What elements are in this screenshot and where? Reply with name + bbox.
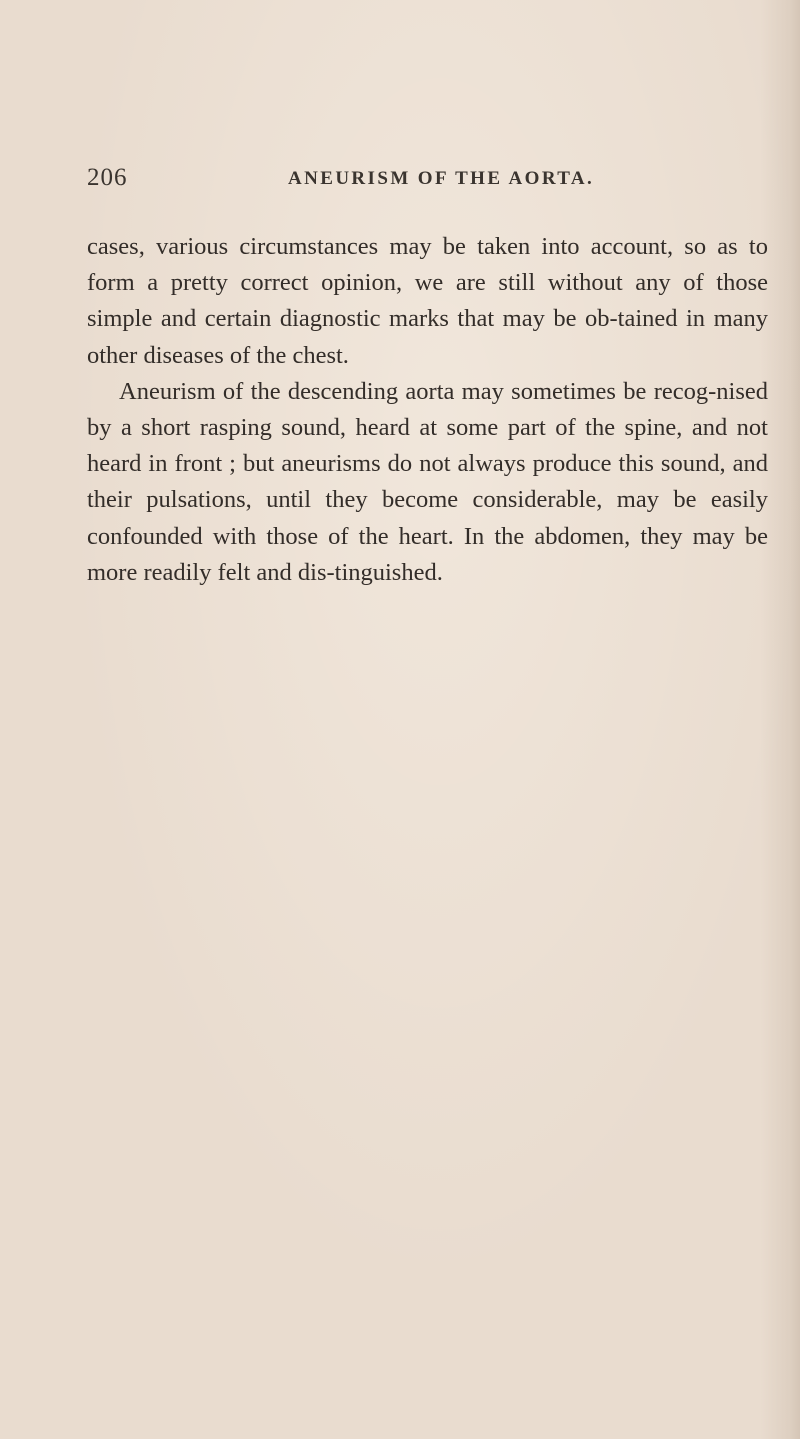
paragraph-2: Aneurism of the descending aorta may sometimes be recog-nised by a short rasping sound, heard at some part of the spine, and not heard in front ; but aneurisms do not always produce this sound, and their pulsations, until they become considerable, may be easily confounded with those of the heart. In the abdomen, they may be more readily felt and dis-tinguished. — [87, 377, 768, 586]
page-number: 206 — [87, 164, 128, 191]
paragraph-1: cases, various circumstances may be taken into account, so as to form a pretty correct opinion, we are still without any of those simple and certain diagnostic marks that may be ob-tained in many other diseases of the chest. — [87, 233, 768, 369]
running-head: ANEURISM OF THE AORTA. — [288, 168, 595, 189]
page-header — [87, 164, 767, 194]
body-text — [87, 229, 768, 591]
